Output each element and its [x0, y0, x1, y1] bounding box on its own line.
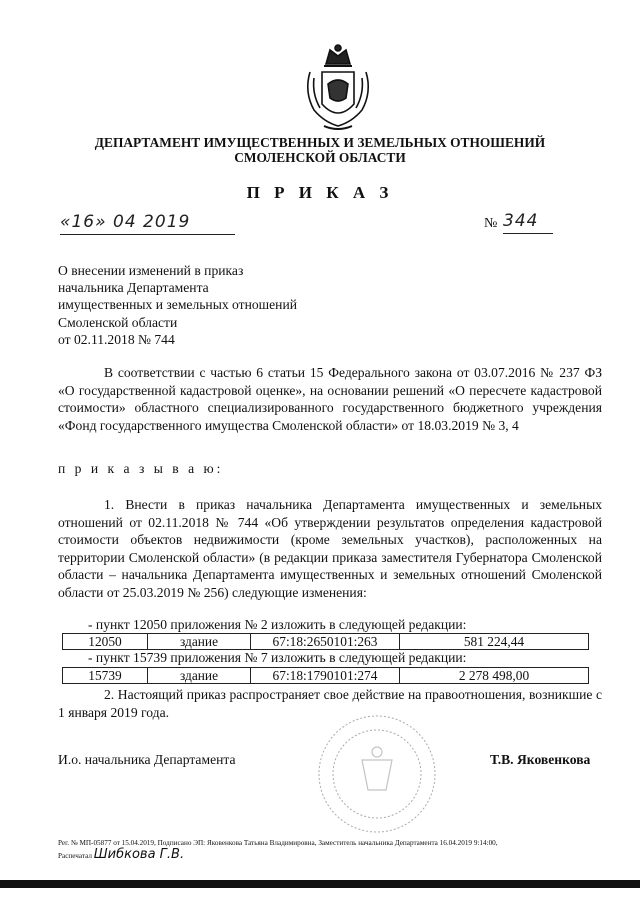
order-number: 344: [503, 211, 553, 234]
department-name-line2: СМОЛЕНСКОЙ ОБЛАСТИ: [234, 150, 406, 165]
order-number-label: №: [484, 216, 498, 231]
clause-1: 1. Внести в приказ начальника Департамента имущественных и земельных отношений от 02.11.2018 № 744 «Об утверждении результатов определения кадастровой стоимости объектов недвижимости (кроме земельных участков), расположенных на территории Смоленской области» (в редакции приказа заместителя Губернатора Смоленской области – начальника Департамента имущественных и земельных отношений Смоленской области от 25.03.2019 № 256) следующие изменения:: [58, 497, 602, 600]
stamp-seal-icon: [312, 712, 442, 837]
document-title: П Р И К А З: [246, 183, 394, 202]
footer-printed-by: Шибкова Г.В.: [93, 847, 185, 862]
footer-registration-line: Рег. № МП-05877 от 15.04.2019, Подписано ЭП: Яковенкова Татьяна Владимировна, Заместитель начальника Департамента 16.04.2019 9:14:00,: [58, 839, 498, 847]
footer-printed-line: [58, 849, 618, 862]
item-label-1: - пункт 12050 приложения № 2 изложить в следующей редакции:: [88, 617, 467, 632]
subject-line: имущественных и земельных отношений: [58, 297, 297, 313]
scan-edge-bar: [0, 880, 640, 888]
table-cell-cadastral: 67:18:2650101:263: [251, 634, 400, 650]
table-cell-value: 2 278 498,00: [400, 668, 589, 684]
cadastral-table-1: [62, 633, 589, 650]
subject-line: О внесении изменений в приказ: [58, 263, 244, 278]
table-cell-cadastral: 67:18:1790101:274: [251, 668, 400, 684]
item-label-2: - пункт 15739 приложения № 7 изложить в следующей редакции:: [88, 650, 467, 665]
order-word: п р и к а з ы в а ю:: [58, 461, 224, 476]
table-cell-type: здание: [148, 634, 251, 650]
preamble-paragraph: В соответствии с частью 6 статьи 15 Федерального закона от 03.07.2016 № 237 ФЗ «О государственной кадастровой оценке», на основании решений «О пересчете кадастровой стоимости» областного специализированного государственного бюджетного учреждения «Фонд государственного имущества Смоленской области» от 18.03.2019 № 3, 4: [58, 365, 602, 433]
footer-printed-label: Распечатал: [58, 852, 92, 860]
table-row: [63, 668, 589, 684]
department-name: [0, 135, 640, 165]
subject-line: от 02.11.2018 № 744: [58, 331, 175, 347]
cadastral-table-2: [62, 667, 589, 684]
signatory-name: Т.В. Яковенкова: [490, 752, 591, 767]
order-subject: [58, 262, 297, 348]
subject-line: начальника Департамента: [58, 280, 209, 296]
signatory-position: И.о. начальника Департамента: [58, 752, 236, 767]
coat-of-arms-icon: [302, 42, 374, 134]
table-cell-type: здание: [148, 668, 251, 684]
subject-line: Смоленской области: [58, 314, 178, 330]
department-name-line1: ДЕПАРТАМЕНТ ИМУЩЕСТВЕННЫХ И ЗЕМЕЛЬНЫХ ОТНОШЕНИЙ: [94, 135, 546, 150]
table-cell-value: 581 224,44: [400, 634, 589, 650]
registration-footer: [58, 838, 618, 862]
order-date: «16» 04 2019: [60, 212, 235, 235]
table-cell-number: 12050: [63, 634, 148, 650]
table-row: [63, 634, 589, 650]
table-cell-number: 15739: [63, 668, 148, 684]
clause-2: 2. Настоящий приказ распространяет свое действие на правоотношения, возникшие с 1 января 2019 года.: [58, 687, 602, 720]
